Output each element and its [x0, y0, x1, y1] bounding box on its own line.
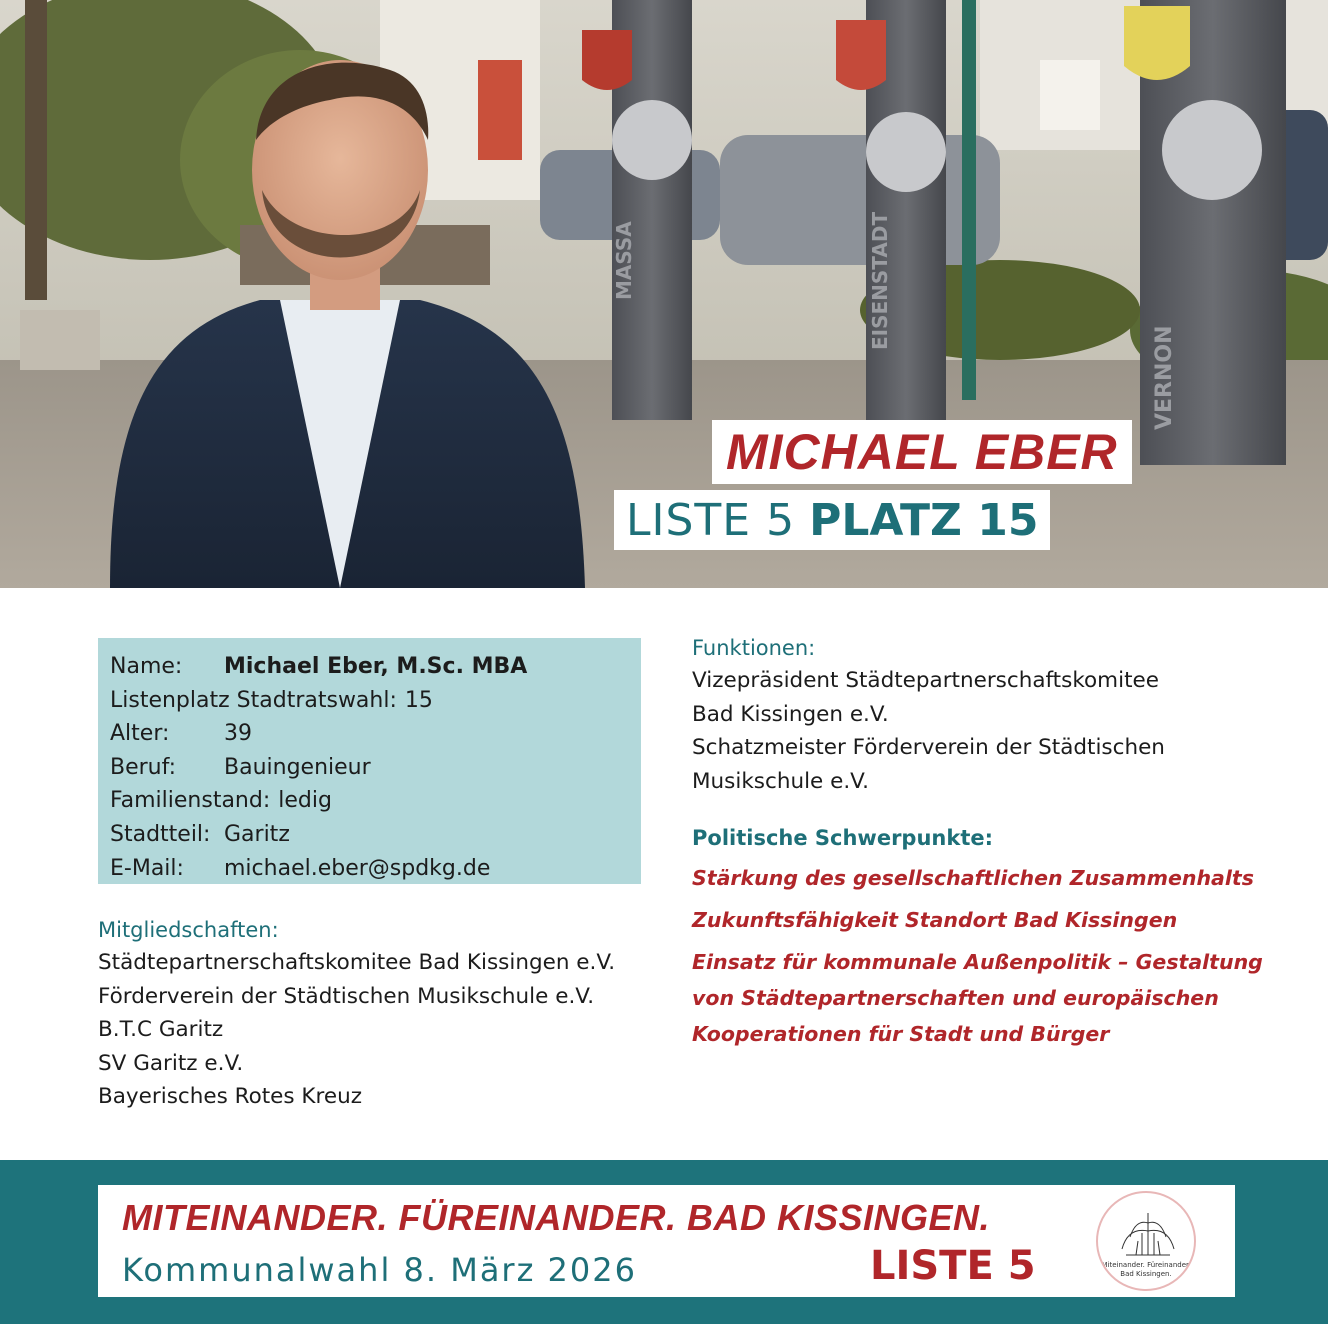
sign-label-eisenstadt: EISENSTADT: [868, 211, 892, 350]
liste-number: LISTE 5: [870, 1243, 1036, 1289]
profile-value: Garitz: [224, 821, 290, 847]
footer-card: [98, 1185, 1235, 1297]
focus-item: Stärkung des gesellschaftlichen Zusammenhalts: [692, 866, 1254, 890]
membership-item: Bayerisches Rotes Kreuz: [98, 1084, 363, 1109]
focus-heading: Politische Schwerpunkte:: [692, 826, 994, 850]
membership-item: Städtepartnerschaftskomitee Bad Kissingen e.V.: [98, 950, 616, 975]
platz-label: PLATZ 15: [809, 494, 1039, 546]
function-line: Bad Kissingen e.V.: [692, 701, 889, 727]
memberships-heading: Mitgliedschaften:: [98, 918, 279, 942]
hero-photo: [0, 0, 1328, 588]
election-date: Kommunalwahl 8. März 2026: [122, 1251, 637, 1289]
profile-row-stadtteil: [110, 818, 629, 852]
slogan: MITEINANDER. FÜREINANDER. BAD KISSINGEN.: [122, 1197, 991, 1238]
focus-item: von Städtepartnerschaften und europäischen: [692, 986, 1219, 1010]
profile-label: Familienstand:: [110, 788, 271, 814]
membership-item: SV Garitz e.V.: [98, 1050, 244, 1076]
candidate-name: MICHAEL EBER: [726, 424, 1118, 480]
membership-item: Förderverein der Städtischen Musikschule e.V.: [98, 983, 595, 1009]
profile-value: 39: [224, 721, 252, 747]
profile-row-listenplatz: [110, 684, 629, 718]
focus-item: Zukunftsfähigkeit Standort Bad Kissingen: [692, 908, 1178, 932]
profile-row-beruf: [110, 751, 629, 785]
email-link[interactable]: michael.eber@spdkg.de: [224, 855, 491, 881]
sign-label-massa: MASSA: [612, 221, 636, 300]
party-logo: [1096, 1191, 1196, 1291]
membership-item: B.T.C Garitz: [98, 1017, 224, 1042]
profile-label: Listenplatz Stadtratswahl:: [110, 687, 397, 713]
profile-label: Alter:: [110, 721, 170, 747]
footer-band: [0, 1160, 1328, 1324]
profile-row-name: [110, 650, 629, 684]
profile-row-alter: [110, 717, 629, 751]
logo-text-1: Miteinander. Füreinander.: [1101, 1261, 1191, 1269]
profile-value: 15: [404, 687, 433, 713]
profile-value: Michael Eber, M.Sc. MBA: [224, 654, 528, 679]
function-line: Musikschule e.V.: [692, 768, 869, 794]
function-line: Schatzmeister Förderverein der Städtischen: [692, 735, 1165, 760]
logo-text-2: Bad Kissingen.: [1120, 1270, 1172, 1278]
profile-value: ledig: [278, 788, 332, 814]
profile-row-familienstand: [110, 784, 629, 818]
memberships-section: [98, 918, 615, 1114]
profile-box: [98, 638, 641, 884]
profile-row-email: [110, 852, 629, 886]
focus-item: Einsatz für kommunale Außenpolitik – Gestaltung: [692, 950, 1263, 974]
focus-section: [692, 826, 1292, 1052]
liste-label: LISTE 5: [626, 494, 796, 546]
profile-label: Name:: [110, 654, 183, 679]
profile-label: Beruf:: [110, 754, 176, 780]
list-position-tag: [614, 490, 1050, 550]
focus-item: Kooperationen für Stadt und Bürger: [692, 1022, 1110, 1046]
candidate-name-tag: [712, 420, 1132, 484]
function-line: Vizepräsident Städtepartnerschaftskomitee: [692, 668, 1159, 693]
profile-label: E-Mail:: [110, 855, 184, 881]
functions-section: [692, 636, 1165, 798]
profile-value: Bauingenieur: [224, 754, 371, 780]
profile-label: Stadtteil:: [110, 821, 211, 847]
sign-label-vernon: VERNON: [1152, 325, 1177, 430]
functions-heading: Funktionen:: [692, 636, 816, 660]
